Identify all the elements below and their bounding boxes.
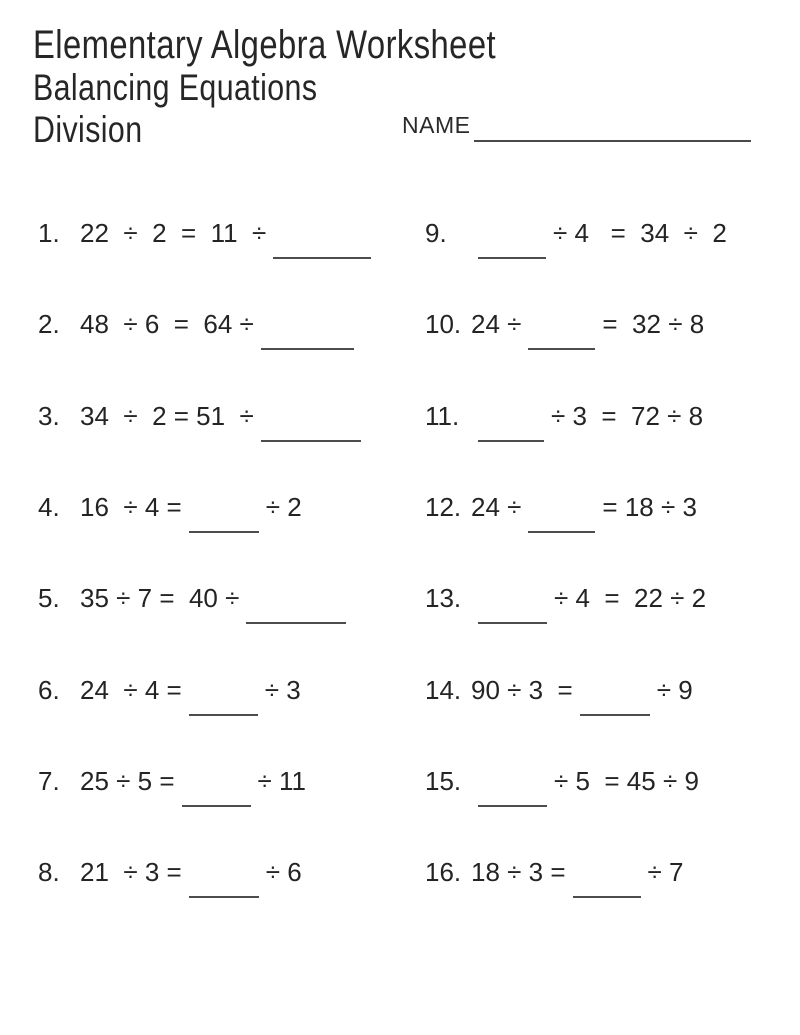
answer-blank[interactable]: [478, 414, 544, 442]
equation-text: ÷ 3 = 72 ÷ 8: [551, 401, 704, 431]
answer-blank[interactable]: [261, 322, 354, 350]
problem-row-11: [425, 403, 703, 431]
equation-text: 24 ÷: [471, 309, 522, 339]
equation-text: ÷ 2: [265, 492, 302, 522]
name-label: NAME: [402, 112, 471, 138]
equation-text: 18 ÷ 3 =: [471, 857, 566, 887]
problem-number: 12.: [425, 492, 462, 522]
problem-number: 5.: [38, 583, 60, 613]
answer-blank[interactable]: [478, 596, 547, 624]
answer-blank[interactable]: [528, 322, 595, 350]
answer-blank[interactable]: [528, 505, 595, 533]
problem-row-8: [38, 859, 302, 887]
problem-row-1: [38, 220, 378, 248]
equation-text: 16 ÷ 4 =: [80, 492, 182, 522]
equation-text: ÷ 9: [656, 675, 693, 705]
problem-number: 4.: [38, 492, 60, 522]
equation-text: 48 ÷ 6 = 64 ÷: [80, 309, 254, 339]
problem-row-10: [425, 311, 704, 339]
problem-number: 13.: [425, 583, 462, 613]
problem-number: 7.: [38, 766, 60, 796]
answer-blank[interactable]: [580, 688, 650, 716]
answer-blank[interactable]: [261, 414, 361, 442]
equation-text: = 32 ÷ 8: [602, 309, 705, 339]
problems-column-right: [425, 0, 795, 1035]
answer-blank[interactable]: [573, 870, 641, 898]
problem-row-2: [38, 311, 361, 339]
problem-number: 14.: [425, 675, 462, 705]
equation-text: ÷ 11: [257, 766, 306, 796]
equation-text: 90 ÷ 3 =: [471, 675, 573, 705]
answer-blank[interactable]: [273, 231, 371, 259]
subtitle-balancing-equations: Balancing Equations: [33, 67, 318, 108]
page-title: Elementary Algebra Worksheet: [33, 23, 497, 67]
problem-number: 3.: [38, 401, 60, 431]
equation-text: ÷ 5 = 45 ÷ 9: [554, 766, 699, 796]
answer-blank[interactable]: [189, 688, 258, 716]
problem-row-6: [38, 677, 301, 705]
equation-text: 35 ÷ 7 = 40 ÷: [80, 583, 240, 613]
problem-number: 15.: [425, 766, 462, 796]
problems-column-left: [38, 0, 403, 1035]
equation-text: 24 ÷: [471, 492, 522, 522]
equation-text: 25 ÷ 5 =: [80, 766, 175, 796]
equation-text: ÷ 4 = 22 ÷ 2: [554, 583, 707, 613]
equation-text: ÷ 4 = 34 ÷ 2: [553, 218, 727, 248]
equation-text: 24 ÷ 4 =: [80, 675, 182, 705]
equation-text: 21 ÷ 3 =: [80, 857, 182, 887]
problem-row-12: [425, 494, 697, 522]
equation-text: ÷ 7: [647, 857, 684, 887]
subtitle-division: Division: [33, 109, 143, 150]
problem-number: 11.: [425, 401, 460, 431]
problem-row-7: [38, 768, 306, 796]
equation-text: = 18 ÷ 3: [602, 492, 697, 522]
equation-text: 34 ÷ 2 = 51 ÷: [80, 401, 254, 431]
problem-row-15: [425, 768, 699, 796]
problem-row-16: [425, 859, 683, 887]
answer-blank[interactable]: [189, 505, 259, 533]
answer-blank[interactable]: [478, 779, 547, 807]
equation-text: ÷ 3: [264, 675, 301, 705]
problem-number: 8.: [38, 857, 60, 887]
problem-number: 6.: [38, 675, 60, 705]
problem-row-5: [38, 585, 353, 613]
problem-number: 9.: [425, 218, 447, 248]
answer-blank[interactable]: [182, 779, 251, 807]
problem-row-13: [425, 585, 706, 613]
answer-blank[interactable]: [478, 231, 546, 259]
problem-row-3: [38, 403, 368, 431]
answer-blank[interactable]: [246, 596, 346, 624]
equation-text: 22 ÷ 2 = 11 ÷: [80, 218, 267, 248]
problem-row-4: [38, 494, 302, 522]
answer-blank[interactable]: [189, 870, 259, 898]
problem-number: 1.: [38, 218, 60, 248]
problem-number: 16.: [425, 857, 462, 887]
problem-number: 10.: [425, 309, 462, 339]
problem-number: 2.: [38, 309, 60, 339]
problem-row-14: [425, 677, 693, 705]
equation-text: ÷ 6: [265, 857, 302, 887]
problem-row-9: [425, 220, 727, 248]
